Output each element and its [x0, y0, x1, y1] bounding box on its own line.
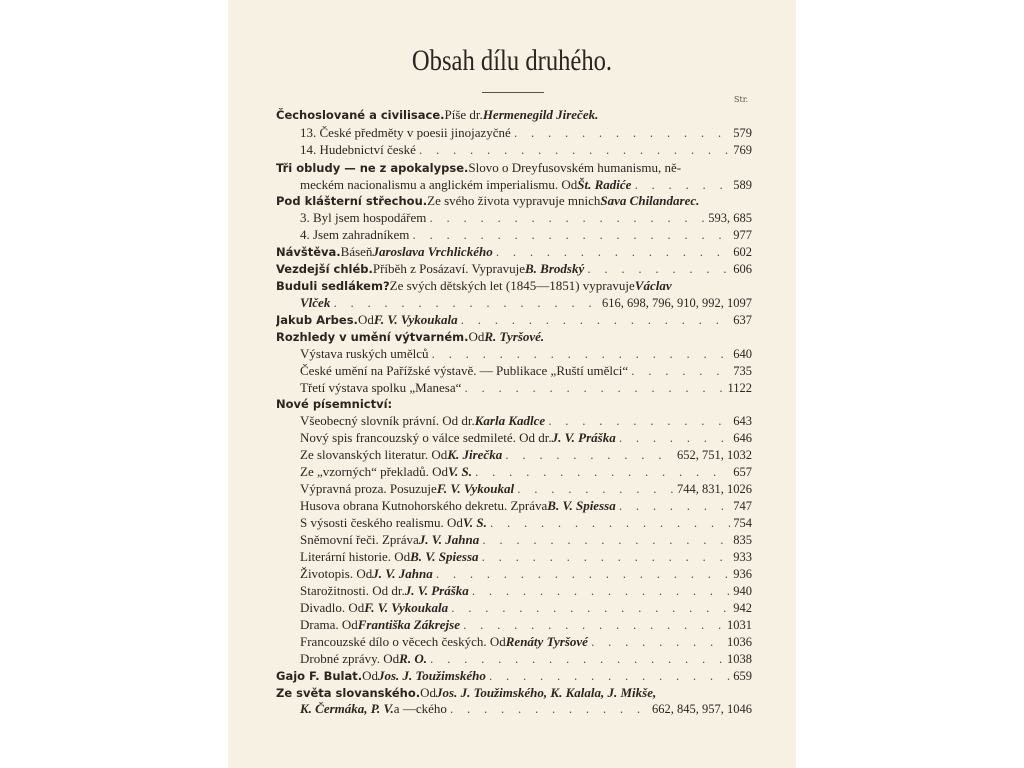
dot-leader	[489, 668, 730, 684]
page-title: Obsah dílu druhého.	[411, 44, 613, 77]
entry-author: K. Jirečka	[447, 447, 503, 462]
page-number: 652, 751, 1032	[677, 448, 752, 462]
entry-text: Literární historie. Od	[300, 549, 411, 564]
page-number: 657	[733, 465, 752, 479]
dot-leader	[472, 583, 730, 599]
entry-author: R. Tyršové.	[484, 329, 545, 344]
toc-entry	[300, 650, 752, 667]
entry-text-tail: a —ckého	[393, 701, 447, 716]
page-number: 744, 831, 1026	[677, 482, 752, 496]
entry-heading: Návštěva.	[276, 245, 341, 259]
toc-entry	[276, 260, 752, 277]
toc-entry	[276, 328, 752, 345]
page-number: 735	[733, 364, 752, 378]
entry-author: K. Čermáka, P. V.	[300, 701, 394, 716]
page-number: 643	[733, 414, 752, 428]
dot-leader	[432, 346, 731, 362]
entry-text: 14. Hudebnictví české	[300, 142, 416, 157]
entry-heading: Pod klášterní střechou.	[276, 194, 428, 208]
entry-text: 13. České předměty v poesii jinojazyčné	[300, 125, 511, 140]
dot-leader	[517, 481, 674, 497]
dot-leader	[419, 142, 730, 158]
entry-text: Výstava ruských umělců	[300, 346, 429, 361]
toc-entry	[300, 514, 752, 531]
page-number: 942	[733, 601, 752, 615]
dot-leader	[461, 312, 731, 328]
dot-leader	[631, 363, 730, 379]
page-number: 1038	[727, 652, 752, 666]
entry-author: Sava Chilandarec.	[600, 193, 700, 208]
entry-heading: Ze světa slovanského.	[276, 686, 421, 700]
toc-entry	[300, 446, 752, 463]
entry-heading: Nové písemnictví:	[276, 397, 393, 411]
page-number: 640	[733, 347, 752, 361]
toc-entry	[300, 226, 752, 243]
toc-entry	[300, 565, 752, 582]
page-number: 940	[733, 584, 752, 598]
entry-text: Francouzské dílo o věcech českých. Od	[300, 634, 506, 649]
entry-text: 4. Jsem zahradníkem	[300, 227, 410, 242]
entry-author: V. S.	[462, 515, 487, 530]
toc-entry	[276, 277, 752, 294]
entry-author: F. V. Vykoukala	[373, 312, 458, 327]
entry-author: Jos. J. Toužimského, K. Kalala, J. Mikše,	[436, 685, 657, 700]
entry-author: V. S.	[448, 464, 472, 479]
entry-author: R. O.	[399, 651, 427, 666]
toc-entry	[300, 209, 752, 226]
entry-author: B. V. Spiessa	[410, 549, 479, 564]
entry-heading: Vezdejší chléb.	[276, 262, 373, 276]
toc-entry	[300, 497, 752, 514]
dot-leader	[587, 261, 730, 277]
toc-entry	[300, 362, 752, 379]
toc-entry	[276, 396, 752, 413]
page-number: 646	[733, 431, 752, 445]
page-number: 616, 698, 796, 910, 992, 1097	[602, 296, 752, 310]
entry-author: B. V. Spiessa	[547, 498, 616, 513]
toc-entry	[300, 633, 752, 650]
page-number: 593, 685	[708, 211, 752, 225]
entry-text: Ze slovanských literatur. Od	[300, 447, 448, 462]
entry-heading: Buduli sedlákem?	[276, 279, 390, 293]
dot-leader	[514, 125, 730, 141]
page-number: 606	[733, 262, 752, 276]
toc-entry	[300, 700, 752, 717]
entry-text: Ze svého života vypravuje mnich	[427, 193, 601, 208]
dot-leader	[463, 617, 724, 633]
entry-author: Renáty Tyršové	[505, 634, 588, 649]
toc-entry	[276, 243, 752, 260]
entry-text: 3. Byl jsem hospodářem	[300, 210, 427, 225]
dot-leader	[475, 464, 730, 480]
dot-leader	[490, 515, 730, 531]
page-number: 1036	[727, 635, 752, 649]
entry-author: J. V. Práška	[404, 583, 469, 598]
entry-text: Výpravná proza. Posuzuje	[300, 481, 437, 496]
entry-heading: Gajo F. Bulat.	[276, 669, 363, 683]
dot-leader	[496, 244, 731, 260]
page-number: 602	[733, 245, 752, 259]
entry-text: Píše dr.	[444, 107, 483, 122]
entry-heading: Rozhledy v umění výtvarném.	[276, 330, 469, 344]
entry-text: Ze svých dětských let (1845—1851) vypravuje	[389, 278, 635, 293]
entry-text: Příběh z Posázaví. Vypravuje	[372, 261, 525, 276]
page-number: 637	[733, 313, 752, 327]
toc-entry	[300, 294, 752, 311]
dot-leader	[634, 177, 730, 193]
toc-entry	[300, 548, 752, 565]
table-of-contents	[228, 0, 796, 768]
entry-heading: Tři obludy — ne z apokalypse.	[276, 161, 469, 175]
entry-heading: Čechoslované a civilisace.	[276, 108, 445, 122]
toc-entry	[300, 412, 752, 429]
dot-leader	[451, 600, 730, 616]
entry-author: F. V. Vykoukala	[364, 600, 449, 615]
toc-entry	[300, 480, 752, 497]
entry-author: J. V. Jahna	[418, 532, 480, 547]
page-number: 1031	[727, 618, 752, 632]
entry-text: Od	[357, 312, 374, 327]
page-number: 659	[733, 669, 752, 683]
entry-author: J. V. Práška	[551, 430, 616, 445]
dot-leader	[548, 413, 730, 429]
dot-leader	[482, 532, 730, 548]
page-number: 977	[733, 228, 752, 242]
toc-entry	[300, 176, 752, 193]
page-number: 579	[733, 126, 752, 140]
page-number: 662, 845, 957, 1046	[652, 702, 752, 716]
toc-entry	[300, 599, 752, 616]
book-page	[228, 0, 796, 768]
toc-entry	[276, 159, 752, 176]
page-number: 933	[733, 550, 752, 564]
entry-author: Františka Zákrejse	[357, 617, 460, 632]
toc-entry	[300, 124, 752, 141]
dot-leader	[591, 634, 724, 650]
entry-text: S výsosti českého realismu. Od	[300, 515, 463, 530]
dot-leader	[505, 447, 674, 463]
page-number: 835	[733, 533, 752, 547]
entry-author: Vlček	[300, 295, 331, 310]
dot-leader	[619, 430, 731, 446]
dot-leader	[333, 295, 599, 311]
entry-text: Sněmovní řeči. Zpráva	[300, 532, 419, 547]
entry-text: Drobné zprávy. Od	[300, 651, 400, 666]
dot-leader	[412, 227, 730, 243]
entry-text: Od	[420, 685, 437, 700]
entry-author: F. V. Vykoukal	[436, 481, 515, 496]
entry-text: Ze „vzorných“ překladů. Od	[300, 464, 448, 479]
dot-leader	[619, 498, 731, 514]
toc-entry	[300, 429, 752, 446]
entry-author: Jos. J. Toužimského	[378, 668, 486, 683]
page-number: 754	[733, 516, 752, 530]
toc-entry	[300, 582, 752, 599]
page-number: 769	[733, 143, 752, 157]
page-number: 747	[733, 499, 752, 513]
toc-entry	[300, 345, 752, 362]
entry-text: Slovo o Dreyfusovském humanismu, ně-	[468, 160, 682, 175]
entry-author: B. Brodský	[525, 261, 585, 276]
entry-text: Nový spis francouzský o válce sedmileté. Od dr.	[300, 430, 552, 445]
entry-text: Báseň	[340, 244, 373, 259]
toc-entry	[300, 141, 752, 158]
entry-text: Od	[468, 329, 485, 344]
toc-entry	[300, 463, 752, 480]
entry-text: Husova obrana Kutnohorského dekretu. Zpráva	[300, 498, 548, 513]
toc-entry	[276, 192, 752, 209]
dot-leader	[430, 651, 724, 667]
entry-text: meckém nacionalismu a anglickém imperialismu. Od	[300, 177, 578, 192]
dot-leader	[464, 380, 724, 396]
page-number: 589	[733, 178, 752, 192]
page-column-label: Str.	[734, 95, 749, 104]
dot-leader	[482, 549, 731, 565]
entry-author: Jaroslava Vrchlického	[372, 244, 493, 259]
entry-heading: Jakub Arbes.	[276, 313, 358, 327]
toc-entry	[300, 379, 752, 396]
toc-entry	[300, 616, 752, 633]
dot-leader	[450, 701, 649, 717]
entry-text: Životopis. Od	[300, 566, 373, 581]
toc-entry	[276, 667, 752, 684]
entry-author: Hermenegild Jireček.	[482, 107, 599, 122]
entry-text: Třetí výstava spolku „Manesa“	[300, 380, 462, 395]
page-number: 1122	[727, 381, 752, 395]
entry-text: Divadlo. Od	[300, 600, 365, 615]
page-number: 936	[733, 567, 752, 581]
entry-text: Starožitnosti. Od dr.	[300, 583, 405, 598]
entry-text: Všeobecný slovník právní. Od dr.	[300, 413, 475, 428]
dot-leader	[436, 566, 731, 582]
toc-entry	[276, 684, 752, 701]
entry-author: Št. Radiće	[577, 177, 632, 192]
entry-text: České umění na Pařížské výstavě. — Publikace „Ruští umělci“	[300, 363, 629, 378]
toc-entry	[276, 311, 752, 328]
entry-author: Václav	[634, 278, 672, 293]
entry-author: J. V. Jahna	[372, 566, 433, 581]
toc-entry	[276, 106, 752, 123]
entry-text: Od	[362, 668, 378, 683]
dot-leader	[429, 210, 705, 226]
toc-entry	[300, 531, 752, 548]
entry-text: Drama. Od	[300, 617, 358, 632]
entry-author: Karla Kadlce	[474, 413, 546, 428]
